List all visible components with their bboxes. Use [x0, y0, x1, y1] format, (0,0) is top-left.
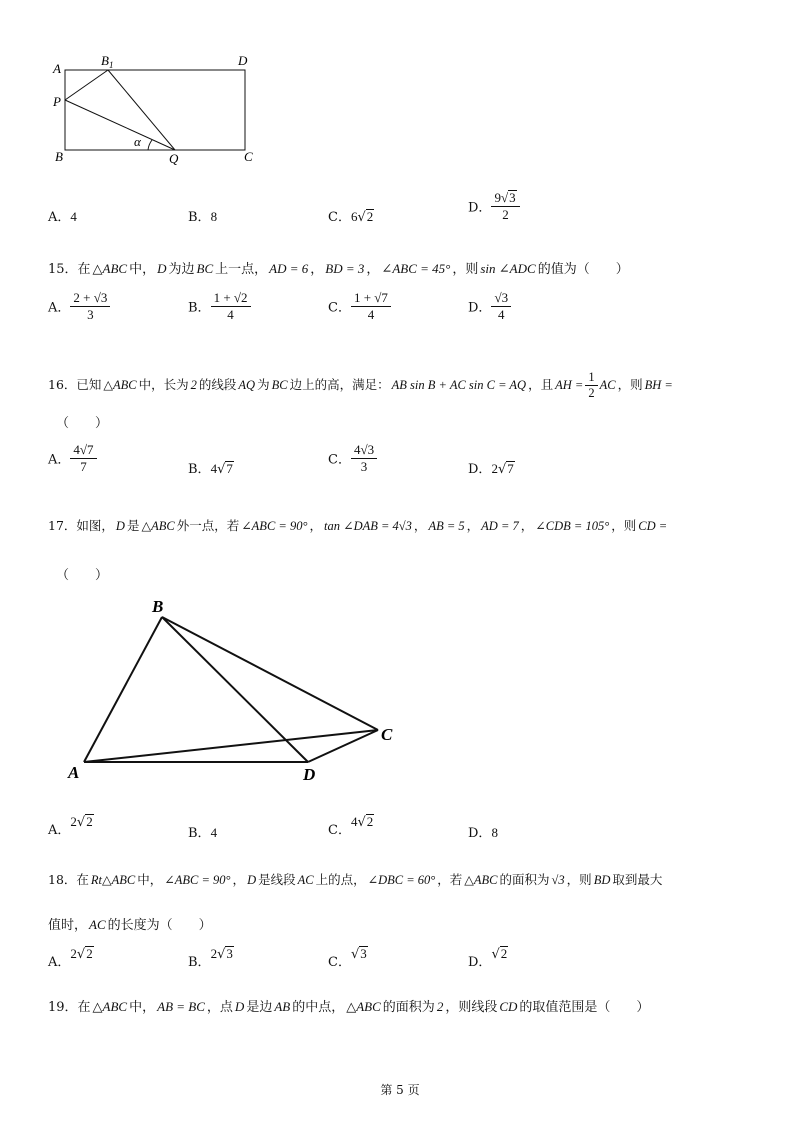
q17-stem-text: 是	[126, 518, 140, 533]
q18-stem-text: 上的点，	[315, 872, 366, 887]
q15-stem-math: BC	[196, 261, 214, 276]
q17-stem-math: AD = 7	[481, 519, 519, 533]
q16-option-d: D．2√7	[468, 461, 514, 477]
q15-stem-text: 15．在	[48, 262, 91, 277]
q18-stem-text: 的长度为（ ）	[107, 918, 212, 933]
q19-stem-math: AB = BC	[157, 999, 205, 1014]
q16-stem-math: AQ	[238, 378, 256, 392]
q19-stem-math: AB	[274, 999, 291, 1014]
label-alpha: α	[134, 134, 141, 149]
q19-stem-math: CD	[499, 999, 518, 1014]
q17-option-c: C．4√2	[328, 814, 374, 838]
q15-stem-text: ，	[310, 262, 324, 277]
q17-option-b: B．4	[188, 825, 218, 841]
q19-stem-math: △ABC	[92, 999, 128, 1014]
q19-stem-text: 的取值范围是（ ）	[519, 1000, 650, 1015]
q16-stem-math: 2	[190, 378, 197, 392]
q17-stem-math: CD =	[638, 519, 668, 533]
q19-stem-text: 的面积为	[382, 1000, 435, 1015]
q18-stem-math: √3	[551, 873, 565, 887]
q16-stem-math: AC	[599, 378, 616, 392]
q18-option-a: A．2√2	[48, 946, 93, 970]
q16-option-b: B．4√7	[188, 461, 233, 477]
q18-stem-math: Rt△ABC	[90, 873, 136, 887]
q18-stem-math: AC	[89, 917, 106, 932]
q16-stem-math: BC	[271, 378, 288, 392]
q17-stem-math: D	[115, 519, 125, 533]
q18-stem-text: 的面积为	[499, 872, 550, 887]
q19-stem-math: △ABC	[346, 999, 381, 1014]
label-A: A	[68, 763, 80, 782]
q16-stem-text: 为	[257, 377, 270, 392]
rectangle-figure	[40, 50, 280, 170]
q16-answer-blank: （ ）	[56, 416, 109, 431]
q18-stem-text: 值时，	[48, 918, 88, 933]
q15-stem-math: △ABC	[92, 261, 128, 276]
q19-stem	[48, 996, 649, 1015]
q16-stem-text: ，则	[617, 377, 643, 392]
q17-stem-text: ，则	[611, 518, 637, 533]
q18-option-c: C．√3	[328, 946, 367, 970]
label-D: D	[303, 765, 316, 784]
q16-stem-text: 16．已知	[48, 377, 102, 392]
q18-stem-math: ∠ABC = 90°	[164, 873, 231, 887]
q16-stem-text: 中，长为	[138, 377, 189, 392]
q19-stem-text: 是边	[246, 1000, 273, 1015]
label-D: D	[238, 53, 248, 68]
q14-option-b: B．8	[188, 209, 218, 225]
q19-stem-math: 2	[436, 999, 444, 1014]
q17-stem-text: ，	[309, 518, 322, 533]
q17-stem-text: 17．如图，	[48, 518, 114, 533]
q16-option-c: C． $\frac{4√3}{3}$	[328, 442, 377, 474]
label-C: C	[244, 149, 253, 164]
q18-stem-math: D	[247, 873, 257, 887]
q17-option-d: D．8	[468, 825, 498, 841]
q15-option-a: A． $\frac{2 + √3}{3}$	[48, 290, 110, 322]
q17-stem-text: ，	[520, 518, 534, 533]
q16-stem-math: △ABC	[103, 378, 137, 392]
q18-stem-line1	[48, 870, 662, 888]
q17-stem-math: △ABC	[141, 519, 175, 533]
q19-stem-text: 19．在	[48, 1000, 91, 1015]
q17-stem-math: AB = 5	[428, 519, 465, 533]
q18-stem-line2	[48, 914, 212, 933]
q15-stem-text: 的值为（ ）	[537, 262, 629, 277]
q15-stem-math: D	[157, 261, 167, 276]
q16-stem-math: AB sin B + AC sin C = AQ	[391, 378, 527, 392]
q14-option-d: D． $\frac{9√3}{2}$	[468, 190, 520, 222]
q16-stem-text: 的线段	[198, 377, 237, 392]
q19-stem-math: D	[234, 999, 245, 1014]
q17-stem-text: 外一点，若	[176, 518, 240, 533]
q19-stem-text: ，点	[206, 1000, 233, 1015]
q17-stem	[48, 516, 669, 534]
q18-stem-math: AC	[297, 873, 314, 887]
q17-answer-blank: （ ）	[56, 568, 109, 583]
q17-stem-text: ，	[466, 518, 480, 533]
q16-option-a: A． $\frac{4√7}{7}$	[48, 442, 97, 474]
q15-stem-text: ，则	[452, 262, 479, 277]
q18-stem-math: ∠DBC = 60°	[367, 873, 436, 887]
q18-stem-text: 取到最大	[612, 872, 663, 887]
quadrilateral-figure	[60, 592, 410, 792]
label-A: A	[53, 61, 61, 76]
page-number: 第 5 页	[380, 1083, 420, 1097]
label-P: P	[53, 94, 61, 109]
q17-stem-text: ，	[413, 518, 427, 533]
label-C: C	[381, 725, 393, 744]
q19-stem-text: 中，	[129, 1000, 156, 1015]
q17-option-a: A．2√2	[48, 814, 93, 838]
q14-option-c: C．6√2	[328, 209, 374, 225]
q18-stem-text: ，	[232, 872, 246, 887]
label-B: B	[55, 149, 63, 164]
q16-stem-text: 边上的高，满足：	[289, 377, 390, 392]
q18-stem-text: ，则	[566, 872, 592, 887]
q16-stem-math: BH =	[644, 378, 673, 392]
label-B1: $B_1$	[101, 53, 114, 70]
q18-option-b: B．2√3	[188, 946, 233, 970]
q14-option-a: A．4	[48, 209, 77, 225]
q19-stem-text: 的中点，	[292, 1000, 345, 1015]
q16-stem-text: ，且	[528, 377, 554, 392]
q15-option-d: D． $\frac{√3}{4}$	[468, 290, 511, 322]
q18-stem-text: 中，	[137, 872, 163, 887]
q15-stem-math: AD = 6	[269, 261, 309, 276]
q18-stem-text: ，若	[437, 872, 463, 887]
q18-stem-text: 18．在	[48, 872, 89, 887]
q15-stem-math: BD = 3	[325, 261, 365, 276]
q17-stem-math: tan ∠DAB = 4√3	[324, 519, 412, 533]
q15-stem-text: 为边	[168, 262, 195, 277]
q17-stem-math: ∠ABC = 90°	[241, 519, 308, 533]
label-B: B	[152, 597, 164, 616]
q18-stem-text: 是线段	[258, 872, 296, 887]
label-Q: Q	[169, 151, 179, 166]
q17-stem-math: ∠CDB = 105°	[535, 519, 610, 533]
q15-stem-text: 中，	[129, 262, 156, 277]
q16-stem	[48, 370, 675, 401]
q15-option-b: B． $\frac{1 + √2}{4}$	[188, 290, 251, 322]
q15-stem	[48, 258, 629, 277]
q18-stem-math: △ABC	[464, 873, 498, 887]
q19-stem-text: ，则线段	[445, 1000, 498, 1015]
q15-stem-text: 上一点，	[215, 262, 268, 277]
q15-stem-math: sin ∠ADC	[480, 261, 536, 276]
q16-stem-math: AH =	[555, 378, 584, 392]
q16-stem-fraction: $\frac{1}{2}$	[585, 370, 597, 401]
q15-stem-math: ∠ABC = 45°	[381, 261, 451, 276]
q18-option-d: D．√2	[468, 946, 508, 970]
q15-option-c: C． $\frac{1 + √7}{4}$	[328, 290, 391, 322]
q15-stem-text: ，	[366, 262, 380, 277]
q18-stem-math: BD	[593, 873, 611, 887]
